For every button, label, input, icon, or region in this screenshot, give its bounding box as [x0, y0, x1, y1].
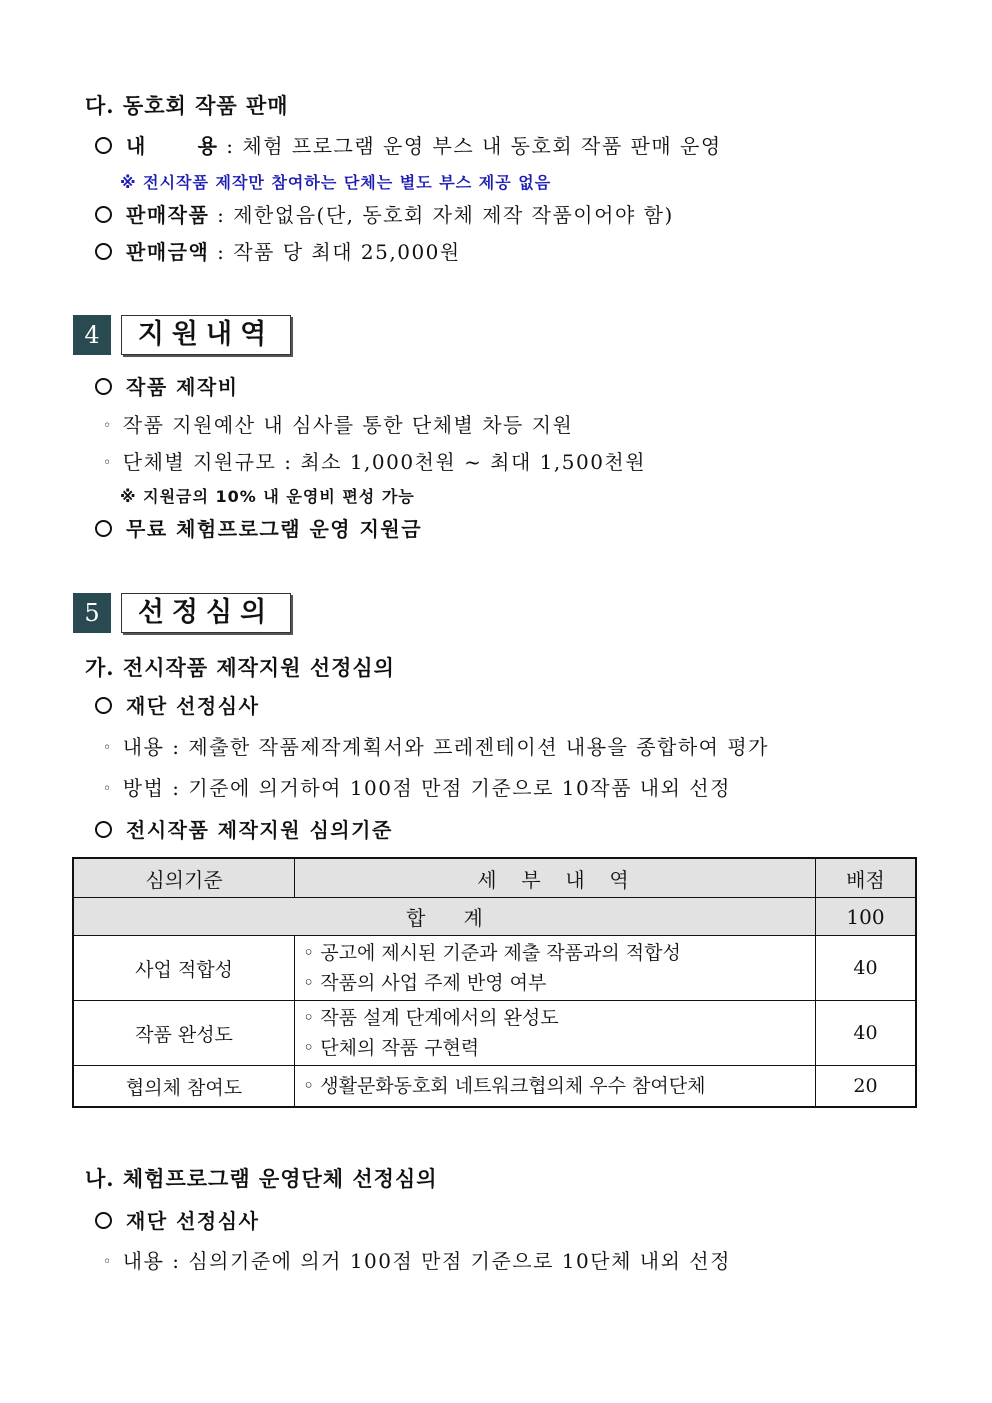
row-criterion: 협의체 참여도: [73, 1066, 295, 1108]
item-production-cost: [95, 371, 239, 400]
item-sale-works: [95, 199, 674, 228]
item-criteria-title: [95, 814, 393, 843]
item-sale-price: [95, 236, 461, 265]
bullet-text: 내용 : 제출한 작품제작계획서와 프레젠테이션 내용을 종합하여 평가: [122, 735, 769, 759]
detail-line: ◦ 공고에 제시된 기준과 제출 작품과의 적합성: [303, 942, 681, 964]
row-details: [295, 936, 816, 1001]
total-value: 100: [816, 898, 917, 936]
small-circle-icon: ◦: [103, 455, 113, 471]
circle-bullet-icon: [95, 1212, 112, 1229]
row-score: 40: [816, 936, 917, 1001]
small-circle-icon: ◦: [103, 781, 113, 797]
bullet-text: 방법 : 기준에 의거하여 100점 만점 기준으로 10작품 내외 선정: [122, 776, 731, 800]
section-da-heading: 다. 동호회 작품 판매: [85, 93, 289, 118]
row-details: [295, 1066, 816, 1108]
section-5-number: 5: [73, 593, 111, 633]
row-score: 40: [816, 1001, 917, 1066]
bullet-item: [103, 731, 769, 760]
bullet-item: [103, 772, 731, 801]
item-label: 재단 선정심사: [126, 1209, 260, 1233]
small-circle-icon: ◦: [103, 740, 113, 756]
bullet-item: [103, 409, 573, 438]
table-header-row: [73, 858, 916, 898]
item-text: : 체험 프로그램 운영 부스 내 동호회 작품 판매 운영: [226, 134, 722, 158]
item-label: 내 용: [126, 134, 219, 158]
circle-bullet-icon: [95, 243, 112, 260]
header-details: 세 부 내 역: [295, 858, 816, 898]
table-total-row: [73, 898, 916, 936]
bullet-text: 단체별 지원규모 : 최소 1,000천원 ~ 최대 1,500천원: [122, 450, 647, 474]
circle-bullet-icon: [95, 137, 112, 154]
section-na-heading: 나. 체험프로그램 운영단체 선정심의: [85, 1166, 438, 1191]
row-criterion: 사업 적합성: [73, 936, 295, 1001]
circle-bullet-icon: [95, 520, 112, 537]
section-5-title: 선정심의: [121, 593, 291, 633]
row-details: [295, 1001, 816, 1066]
table-row: [73, 936, 916, 1001]
detail-line: ◦ 단체의 작품 구현력: [303, 1037, 480, 1059]
section-4-number: 4: [73, 315, 111, 355]
item-free-program: [95, 513, 422, 542]
header-score: 배점: [816, 858, 917, 898]
bullet-text: 내용 : 심의기준에 의거 100점 만점 기준으로 10단체 내외 선정: [122, 1249, 731, 1273]
item-text: : 작품 당 최대 25,000원: [217, 240, 461, 264]
row-score: 20: [816, 1066, 917, 1108]
item-label: 재단 선정심사: [126, 694, 260, 718]
table-row: [73, 1066, 916, 1108]
bullet-text: 작품 지원예산 내 심사를 통한 단체별 차등 지원: [122, 413, 574, 437]
header-criterion: 심의기준: [73, 858, 295, 898]
item-label: 무료 체험프로그램 운영 지원금: [126, 517, 423, 541]
detail-line: ◦ 생활문화동호회 네트워크협의체 우수 참여단체: [303, 1075, 706, 1097]
section-ga-heading: 가. 전시작품 제작지원 선정심의: [85, 655, 395, 680]
circle-bullet-icon: [95, 697, 112, 714]
item-label: 전시작품 제작지원 심의기준: [126, 818, 393, 842]
item-foundation-review-2: [95, 1205, 259, 1234]
bullet-item: [103, 1245, 731, 1274]
total-label: 합 계: [73, 898, 816, 936]
bullet-item: [103, 446, 646, 475]
circle-bullet-icon: [95, 206, 112, 223]
item-label: 판매작품: [126, 203, 210, 227]
booth-note: ※ 전시작품 제작만 참여하는 단체는 별도 부스 제공 없음: [120, 173, 552, 192]
table-row: [73, 1001, 916, 1066]
row-criterion: 작품 완성도: [73, 1001, 295, 1066]
operating-cost-note: ※ 지원금의 10% 내 운영비 편성 가능: [120, 487, 415, 506]
circle-bullet-icon: [95, 378, 112, 395]
detail-line: ◦ 작품의 사업 주제 반영 여부: [303, 972, 547, 994]
item-label: 작품 제작비: [126, 375, 239, 399]
criteria-table: [72, 857, 917, 1108]
item-foundation-review: [95, 690, 259, 719]
section-4-title: 지원내역: [121, 315, 291, 355]
small-circle-icon: ◦: [103, 1254, 113, 1270]
detail-line: ◦ 작품 설계 단계에서의 완성도: [303, 1007, 559, 1029]
item-text: : 제한없음(단, 동호회 자체 제작 작품이어야 함): [217, 203, 674, 227]
small-circle-icon: ◦: [103, 418, 113, 434]
circle-bullet-icon: [95, 821, 112, 838]
item-content: [95, 130, 722, 159]
item-label: 판매금액: [126, 240, 210, 264]
